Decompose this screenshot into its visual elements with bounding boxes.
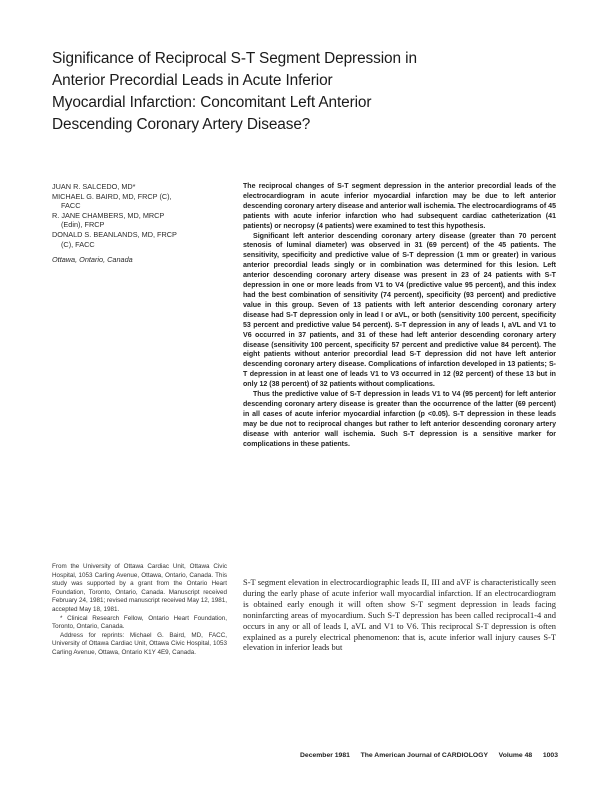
affiliation: Ottawa, Ontario, Canada bbox=[52, 255, 133, 265]
article-title bbox=[52, 48, 552, 136]
footer-volume: Volume 48 bbox=[498, 752, 533, 759]
title-line: Anterior Precordial Leads in Acute Inferior bbox=[52, 72, 333, 89]
body-text bbox=[243, 577, 556, 653]
abstract bbox=[243, 182, 556, 449]
footer-journal: The American Journal of CARDIOLOGY bbox=[360, 752, 488, 759]
author-list bbox=[52, 182, 232, 265]
footnote-paragraph: * Clinical Research Fellow, Ontario Heart Foundation, Toronto, Ontario, Canada. bbox=[52, 614, 227, 631]
author-line: JUAN R. SALCEDO, MD* bbox=[52, 182, 136, 191]
body-paragraph: S-T segment elevation in electrocardiographic leads II, III and aVF is characteristically seen during the early phase of acute inferior wall myocardial infarction. If an electrocardiogram is obtained early enough it will often show S-T segment depression in leads facing noninfarcting areas of myocardium. Such S-T depression has been called reciprocal1-4 and occurs in any or all of leads I, aVL and V1 to V6. This reciprocal S-T depression is often explained as a purely electrical phenomenon: that is, acute inferior wall injury causes S-T elevation in inferior leads but bbox=[243, 577, 556, 653]
abstract-paragraph: Significant left anterior descending coronary artery disease (greater than 70 percent stenosis of luminal diameter) was observed in 31 (69 percent) of the 45 patients. The sensitivity, specificity and predictive value of S-T depression (1 mm or greater) in various anterior precordial leads singly or in combination was determined for this lesion. Left anterior descending coronary artery disease was present in 23 of 24 patients with S-T depression in one or more leads from V1 to V4 (predictive value 95 percent), and this index had the best combination of sensitivity (74 percent), specificity (93 percent) and predictive value in this group. Seven of 13 patients with left anterior descending coronary artery disease had S-T depression only in lead I or aVL, or both (sensitivity 100 percent, specificity 53 percent and predictive value 54 percent). S-T depression in any of leads I, aVL and V1 to V6 occurred in 37 patients, and 31 of these had left anterior descending coronary artery disease (sensitivity 100 percent, specificity 57 percent and predictive value 84 percent). The eight patients without anterior precordial lead S-T depression did not have left anterior descending coronary artery disease. Complications of infarction developed in 13 patients; S-T depression in at least one of leads V1 to V3 occurred in 12 (92 percent) of these 13 but in only 12 (38 percent) of 32 patients without complications. bbox=[243, 232, 556, 389]
page-number: 1003 bbox=[542, 752, 558, 759]
abstract-paragraph: The reciprocal changes of S-T segment depression in the anterior precordial leads of the electrocardiogram in acute inferior myocardial infarction may be due to left anterior descending coronary artery disease and anterior wall ischemia. The electrocardiograms of 45 patients with acute inferior infarction who had subsequent cardiac catheterization (41 patients) or necropsy (4 patients) were examined to test this hypothesis. bbox=[243, 183, 556, 230]
author-line: (Edin), FRCP bbox=[61, 220, 105, 230]
author-line: R. JANE CHAMBERS, MD, MRCP bbox=[52, 210, 165, 220]
title-line: Descending Coronary Artery Disease? bbox=[52, 116, 311, 133]
footnote bbox=[52, 563, 227, 658]
author-line: MICHAEL G. BAIRD, MD, FRCP (C), bbox=[52, 191, 172, 201]
footnote-paragraph: Address for reprints: Michael G. Baird, MD, FACC, University of Ottawa Cardiac Unit, Ottawa Civic Hospital, 1053 Carling Avenue, Ottawa, Ontario K1Y 4E9, Canada. bbox=[52, 631, 227, 656]
author-line: (C), FACC bbox=[61, 239, 95, 249]
title-line: Myocardial Infarction: Concomitant Left Anterior bbox=[52, 94, 372, 111]
footnote-paragraph: From the University of Ottawa Cardiac Unit, Ottawa Civic Hospital, 1053 Carling Avenue, Ottawa, Ontario, Canada. This study was supported by a grant from the Ontario Heart Foundation, Toronto, Ontario, Canada. Manuscript received February 24, 1981; revised manuscript received May 12, 1981, accepted May 18, 1981. bbox=[52, 563, 228, 613]
page-footer bbox=[300, 752, 558, 759]
title-line: Significance of Reciprocal S-T Segment Depression in bbox=[52, 50, 417, 67]
author-line: DONALD S. BEANLANDS, MD, FRCP bbox=[52, 229, 177, 239]
author-line: FACC bbox=[61, 201, 81, 211]
abstract-paragraph: Thus the predictive value of S-T depression in leads V1 to V4 (95 percent) for left anterior descending coronary artery disease is greater than the occurrence of the latter (69 percent) in all cases of acute inferior myocardial infarction (p <0.05). S-T depression in these leads may be due not to reciprocal changes but rather to left anterior descending coronary artery disease with anterior wall ischemia. Such S-T depression is a sensitive marker for complications in these patients. bbox=[243, 391, 556, 448]
footer-date: December 1981 bbox=[300, 752, 350, 759]
